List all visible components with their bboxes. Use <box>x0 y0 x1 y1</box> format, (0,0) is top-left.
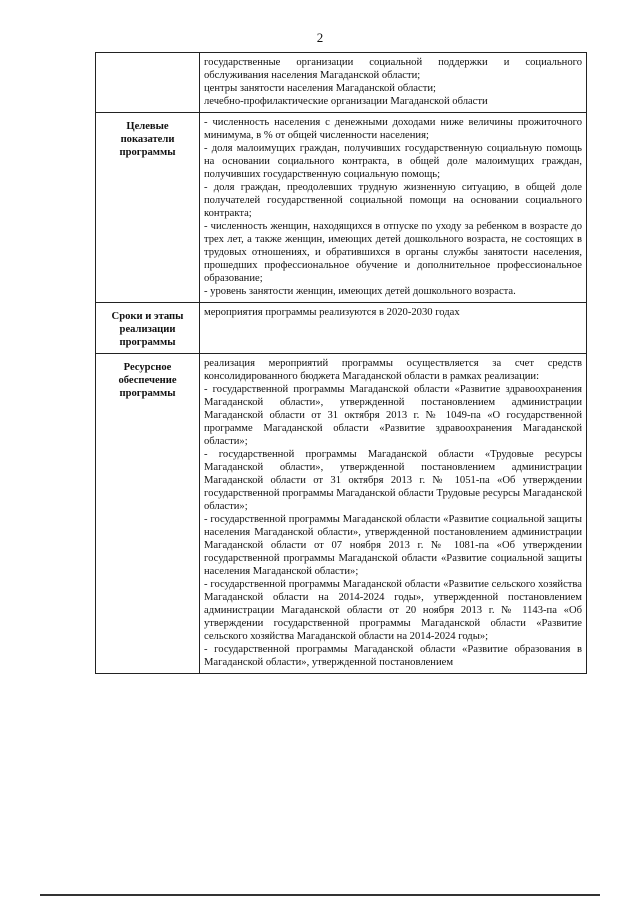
content-line: - государственной программы Магаданской области «Трудовые ресурсы Магаданской области», утвержденной постановлением администрации Магаданской области от 31 октября 2013 г. № 1051-па «Об утверждении государственной программы Магаданской области Трудовые ресурсы Магаданской области»; <box>204 449 582 512</box>
content-line: лечебно-профилактические организации Магаданской области <box>204 96 488 107</box>
row-content <box>200 113 587 303</box>
row-label: Целевые показатели программы <box>96 113 200 303</box>
program-passport-table <box>95 52 587 674</box>
content-line: реализация мероприятий программы осуществляется за счет средств консолидированного бюджета Магаданской области в рамках реализации: <box>204 358 582 382</box>
content-line: - численность населения с денежными доходами ниже величины прожиточного минимума, в % от общей численности населения; <box>204 117 582 141</box>
table-row-resources <box>96 354 587 674</box>
row-label: Ресурсное обеспечение программы <box>96 354 200 674</box>
table-row-timeframe <box>96 303 587 354</box>
row-label: Сроки и этапы реализации программы <box>96 303 200 354</box>
content-line: центры занятости населения Магаданской области; <box>204 83 436 94</box>
content-line: - государственной программы Магаданской области «Развитие сельского хозяйства Магаданской области на 2014-2024 годы», утвержденной постановлением администрации Магаданской области от 20 ноября 2013 г. № 1143-па «Об утверждении государственной программы Магаданской области «Развитие сельского хозяйства Магаданской области на 2014-2024 годы»; <box>204 579 582 642</box>
row-content <box>200 354 587 674</box>
content-line: - государственной программы Магаданской области «Развитие здравоохранения Магаданской области», утвержденной постановлением администрации Магаданской области от 31 октября 2013 г. № 1049-па «О государственной программе Магаданской области «Развитие здравоохранения Магаданской области»; <box>204 384 582 447</box>
row-content <box>200 303 587 354</box>
content-line: - государственной программы Магаданской области «Развитие социальной защиты населения Магаданской области», утвержденной постановлением администрации Магаданской области от 07 ноября 2013 г. № 1081-па «Об утверждении государственной программы Магаданской области «Развитие социальной защиты населения Магаданской области»; <box>204 514 582 577</box>
row-label <box>96 53 200 113</box>
content-line: - уровень занятости женщин, имеющих детей дошкольного возраста. <box>204 286 516 297</box>
table-row-target-indicators <box>96 113 587 303</box>
bottom-rule <box>40 894 600 896</box>
content-line: - доля граждан, преодолевших трудную жизненную ситуацию, в общей доле получателей государственной социальной помощи на основании социального контракта; <box>204 182 582 219</box>
page-number: 2 <box>316 30 324 45</box>
content-line: государственные организации социальной поддержки и социального обслуживания населения Магаданской области; <box>204 57 582 81</box>
row-content <box>200 53 587 113</box>
content-line: - доля малоимущих граждан, получивших государственную социальную помощь на основании социального контракта, в общей доле малоимущих граждан, получивших государственную социальную помощь; <box>204 143 582 180</box>
content-line: мероприятия программы реализуются в 2020-2030 годах <box>204 307 460 318</box>
table-row-executors <box>96 53 587 113</box>
content-line: - численность женщин, находящихся в отпуске по уходу за ребенком в возрасте до трех лет, а также женщин, имеющих детей дошкольного возраста, не состоящих в трудовых отношениях, и обратившихся в органы службы занятости населения, прошедших профессиональное обучение и дополнительное профессиональное образование; <box>204 221 582 284</box>
content-line: - государственной программы Магаданской области «Развитие образования в Магаданской области», утвержденной постановлением <box>204 644 582 668</box>
